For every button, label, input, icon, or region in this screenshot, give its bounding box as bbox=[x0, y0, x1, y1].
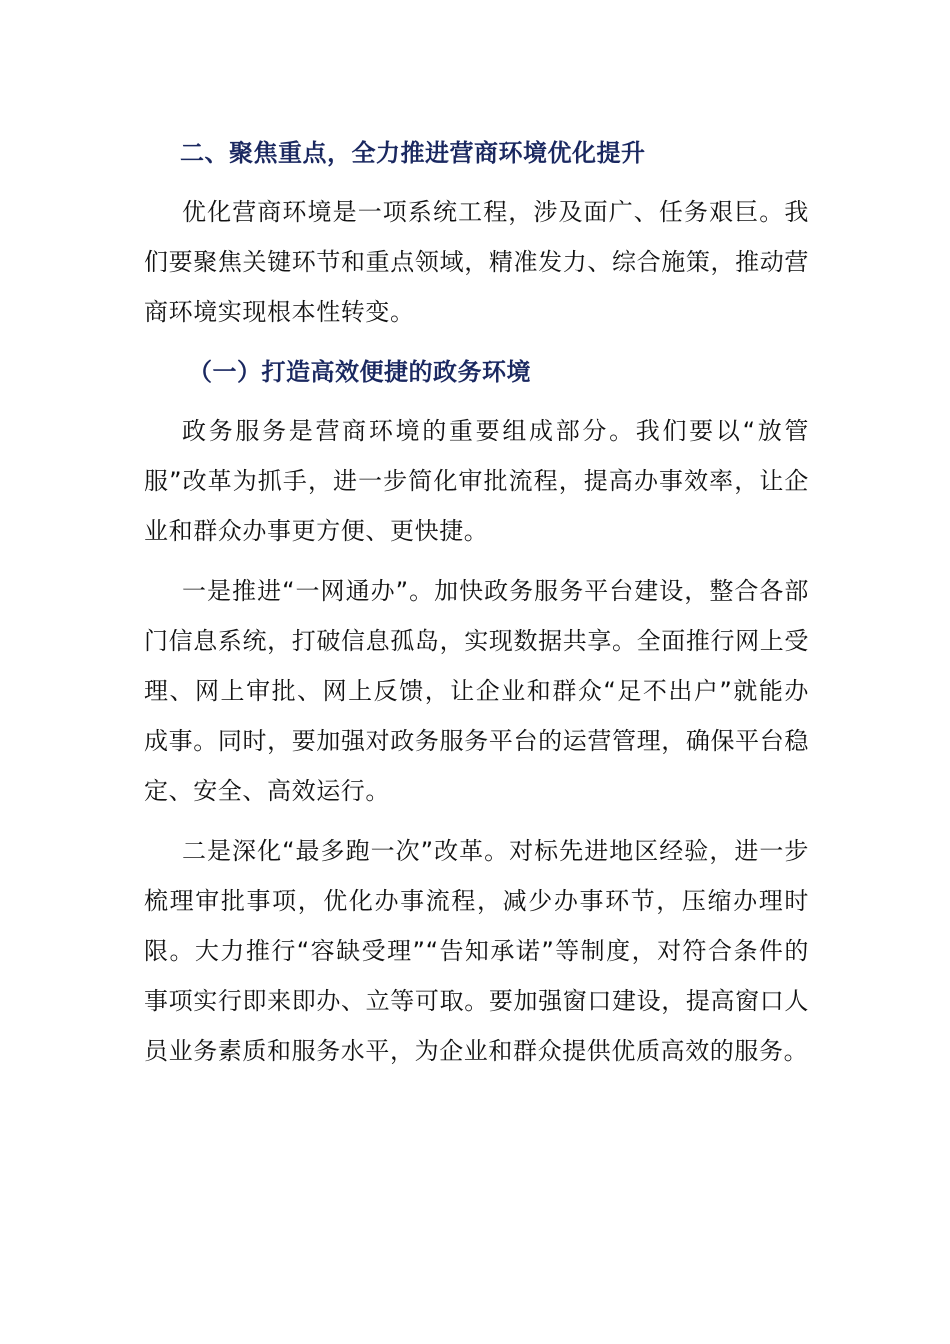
body-paragraph: 二是深化“最多跑一次”改革。对标先进地区经验，进一步梳理审批事项，优化办事流程，减少办事环节，压缩办理时限。大力推行“容缺受理”“告知承诺”等制度，对符合条件的事项实行即来即办、立等可取。要加强窗口建设，提高窗口人员业务素质和服务水平，为企业和群众提供优质高效的服务。 bbox=[144, 837, 809, 1065]
document-body bbox=[144, 128, 809, 1086]
subsection-heading: （一）打造高效便捷的政务环境 bbox=[188, 358, 531, 386]
section-heading: 二、聚焦重点，全力推进营商环境优化提升 bbox=[180, 139, 646, 167]
body-paragraph: 一是推进“一网通办”。加快政务服务平台建设，整合各部门信息系统，打破信息孤岛，实现数据共享。全面推行网上受理、网上审批、网上反馈，让企业和群众“足不出户”就能办成事。同时，要加强对政务服务平台的运营管理，确保平台稳定、安全、高效运行。 bbox=[144, 577, 809, 805]
body-paragraph: 政务服务是营商环境的重要组成部分。我们要以“放管服”改革为抓手，进一步简化审批流程，提高办事效率，让企业和群众办事更方便、更快捷。 bbox=[144, 417, 809, 545]
intro-paragraph: 优化营商环境是一项系统工程，涉及面广、任务艰巨。我们要聚焦关键环节和重点领域，精准发力、综合施策，推动营商环境实现根本性转变。 bbox=[144, 198, 809, 326]
